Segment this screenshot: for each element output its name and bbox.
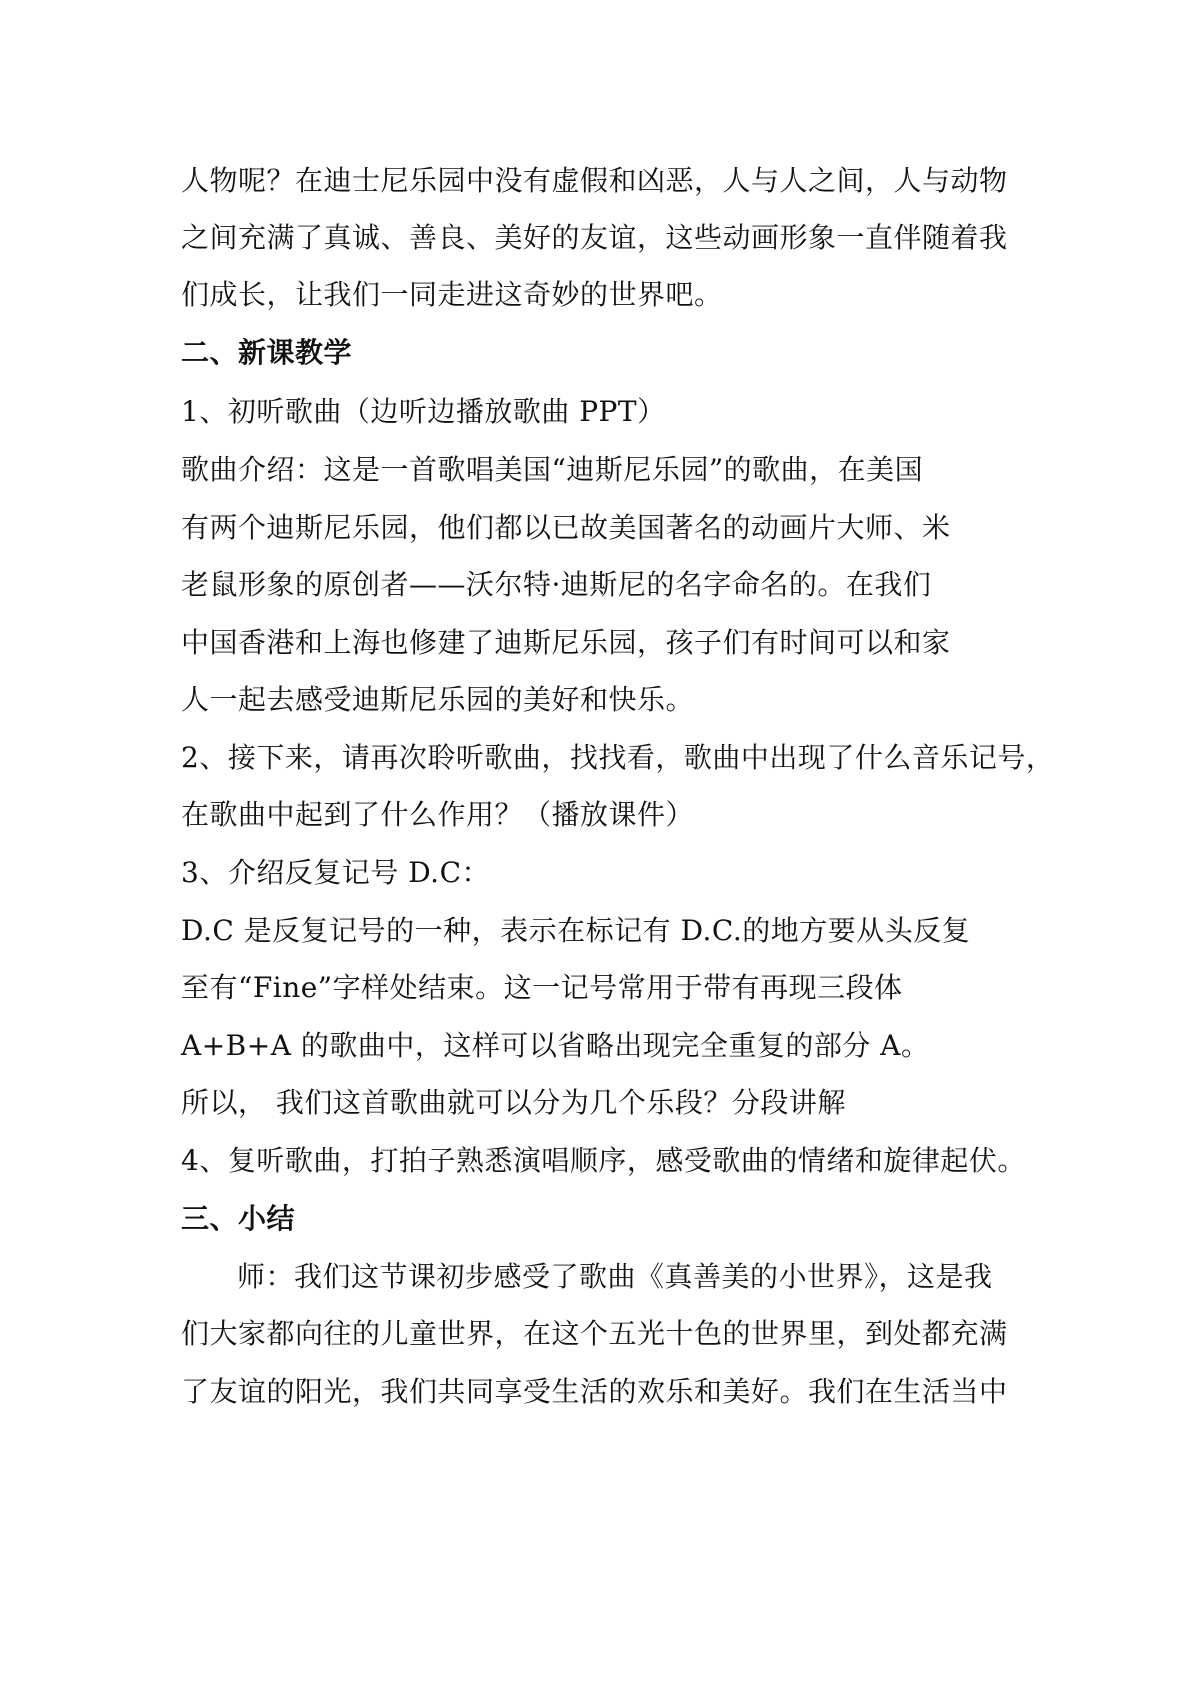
paragraph-line: 老鼠形象的原创者——沃尔特·迪斯尼的名字命名的。在我们 — [181, 568, 932, 601]
paragraph-line: 有两个迪斯尼乐园，他们都以已故美国著名的动画片大师、米 — [181, 511, 951, 544]
paragraph-line: 之间充满了真诚、善良、美好的友谊，这些动画形象一直伴随着我 — [181, 221, 1008, 254]
paragraph-line: 歌曲介绍：这是一首歌唱美国“迪斯尼乐园”的歌曲，在美国 — [181, 453, 924, 486]
paragraph-line: 所以， 我们这首歌曲就可以分为几个乐段？分段讲解 — [181, 1086, 846, 1119]
paragraph-line: D.C 是反复记号的一种，表示在标记有 D.C.的地方要从头反复 — [181, 914, 971, 947]
step-line: 1、初听歌曲（边听边播放歌曲 PPT） — [181, 395, 666, 428]
paragraph-line: 至有“Fine”字样处结束。这一记号常用于带有再现三段体 — [181, 971, 903, 1004]
paragraph-line: 们大家都向往的儿童世界，在这个五光十色的世界里，到处都充满 — [181, 1317, 1008, 1350]
step-line: 4、复听歌曲，打拍子熟悉演唱顺序，感受歌曲的情绪和旋律起伏。 — [181, 1144, 1026, 1177]
paragraph-line: 师：我们这节课初步感受了歌曲《真善美的小世界》，这是我 — [237, 1260, 993, 1293]
paragraph-line: A+B+A 的歌曲中，这样可以省略出现完全重复的部分 A。 — [181, 1029, 930, 1062]
paragraph-line: 人一起去感受迪斯尼乐园的美好和快乐。 — [181, 683, 695, 716]
paragraph-line: 们成长，让我们一同走进这奇妙的世界吧。 — [181, 278, 723, 311]
step-line: 3、介绍反复记号 D.C： — [181, 856, 490, 889]
paragraph-line: 了友谊的阳光，我们共同享受生活的欢乐和美好。我们在生活当中 — [181, 1375, 1008, 1408]
section-heading: 二、新课教学 — [181, 336, 353, 369]
section-heading: 三、小结 — [181, 1202, 296, 1235]
paragraph-line: 人物呢？在迪士尼乐园中没有虚假和凶恶，人与人之间，人与动物 — [181, 164, 1008, 197]
paragraph-line: 中国香港和上海也修建了迪斯尼乐园，孩子们有时间可以和家 — [181, 626, 951, 659]
step-line: 在歌曲中起到了什么作用？（播放课件） — [181, 798, 695, 831]
step-line: 2、接下来，请再次聆听歌曲，找找看，歌曲中出现了什么音乐记号， — [181, 741, 1055, 774]
